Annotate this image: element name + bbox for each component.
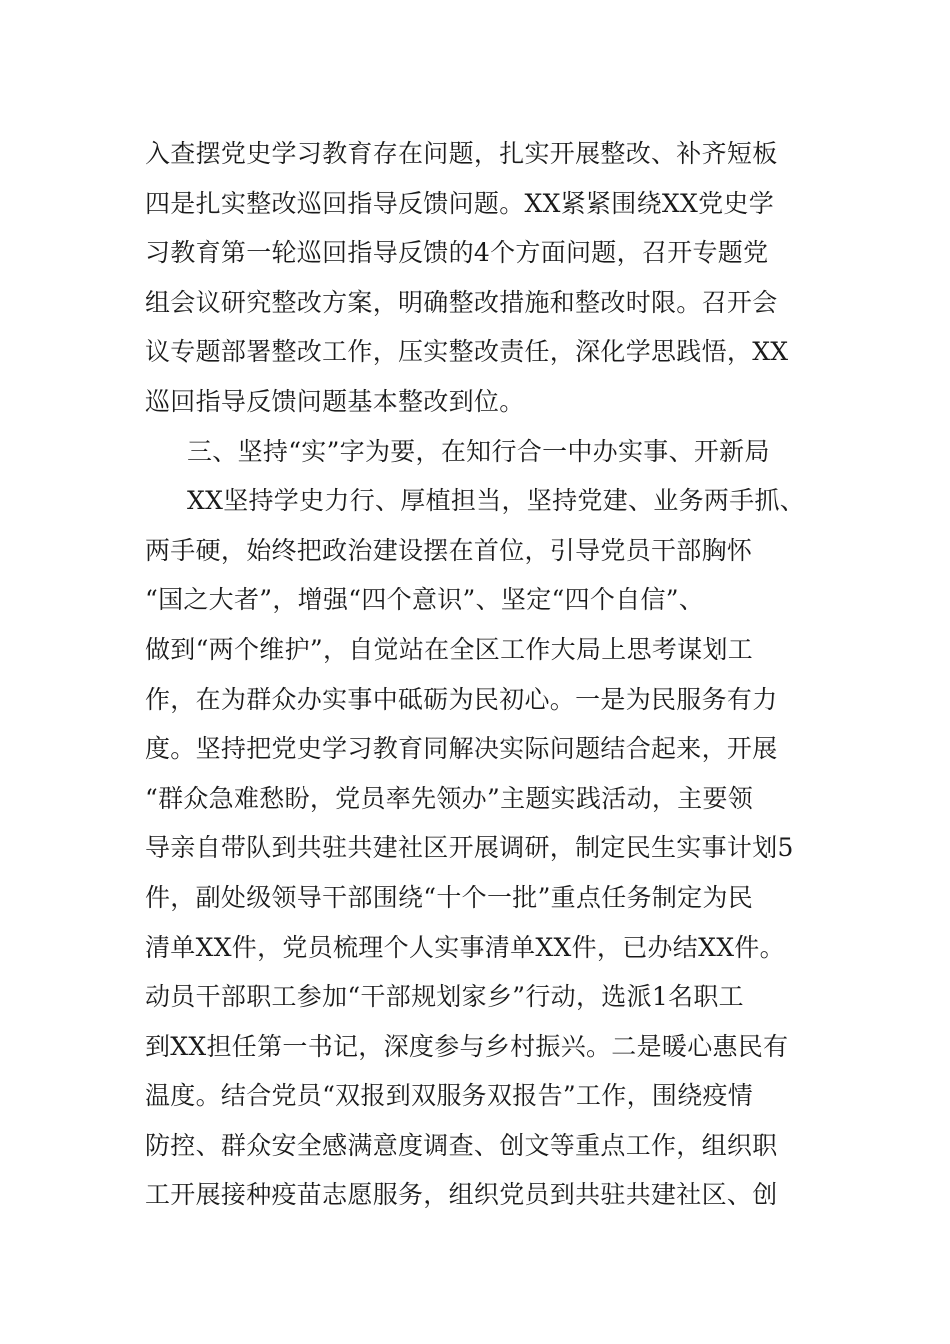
- text-line: 工开展接种疫苗志愿服务，组织党员到共驻共建社区、创: [145, 1180, 778, 1210]
- text-line: 组会议研究整改方案，明确整改措施和整改时限。召开会: [145, 287, 778, 317]
- text-line: 巡回指导反馈问题基本整改到位。: [145, 386, 525, 416]
- text-line: 作，在为群众办实事中砥砺为民初心。一是为民服务有力: [145, 684, 778, 714]
- text-line: 到XX担任第一书记，深度参与乡村振兴。二是暖心惠民有: [145, 1031, 789, 1061]
- paragraph-start-line: XX坚持学史力行、厚植担当，坚持党建、业务两手抓、: [187, 486, 806, 516]
- text-line: 两手硬，始终把政治建设摆在首位，引导党员干部胸怀: [145, 535, 753, 565]
- text-line: 温度。结合党员“双报到双服务双报告”工作，围绕疫情: [145, 1081, 754, 1111]
- text-line: 议专题部署整改工作，压实整改责任，深化学思践悟，XX: [145, 337, 789, 367]
- text-line: 清单XX件，党员梳理个人实事清单XX件，已办结XX件。: [145, 932, 785, 962]
- text-line: 动员干部职工参加“干部规划家乡”行动，选派1名职工: [145, 982, 744, 1012]
- text-line: 入查摆党史学习教育存在问题，扎实开展整改、补齐短板: [145, 139, 778, 168]
- text-line: 防控、群众安全感满意度调查、创文等重点工作，组织职: [145, 1130, 778, 1160]
- text-line: 导亲自带队到共驻共建社区开展调研，制定民生实事计划5: [145, 833, 794, 863]
- text-line: 做到“两个维护”，自觉站在全区工作大局上思考谋划工: [145, 634, 754, 664]
- document-body: [145, 129, 845, 1220]
- text-line: 度。坚持把党史学习教育同解决实际问题结合起来，开展: [145, 734, 778, 764]
- text-line: 四是扎实整改巡回指导反馈问题。XX紧紧围绕XX党史学: [145, 188, 774, 218]
- section-heading: 三、坚持“实”字为要，在知行合一中办实事、开新局: [187, 436, 770, 466]
- text-line: “国之大者”，增强“四个意识”、坚定“四个自信”、: [145, 585, 705, 615]
- text-line: 习教育第一轮巡回指导反馈的4个方面问题，召开专题党: [145, 238, 769, 268]
- text-line: 件，副处级领导干部围绕“十个一批”重点任务制定为民: [145, 882, 754, 912]
- text-line: “群众急难愁盼，党员率先领办”主题实践活动，主要领: [145, 783, 754, 813]
